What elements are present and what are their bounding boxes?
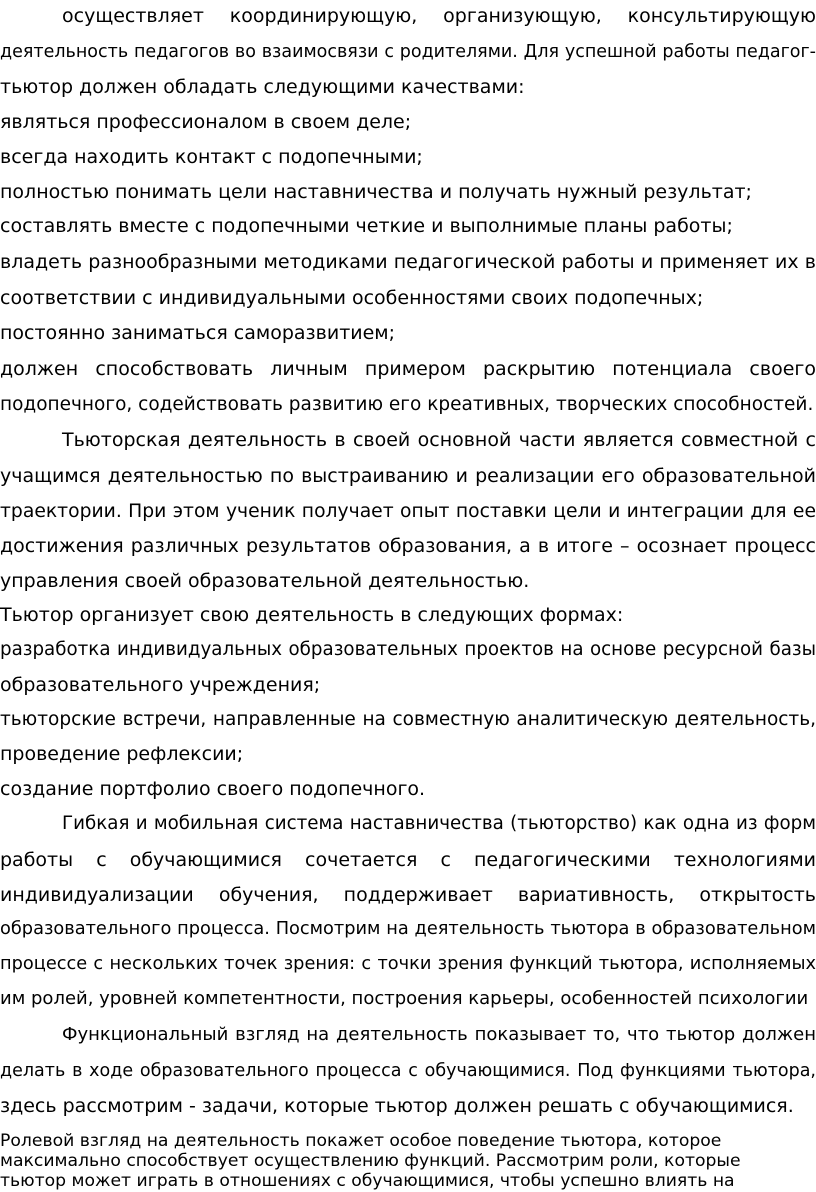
- text-line: тьютор может играть в отношениях с обучающимися, чтобы успешно влиять на: [0, 1171, 735, 1191]
- list-item: владеть разнообразными методиками педагогической работы и применяет их в: [0, 251, 816, 273]
- list-item: постоянно заниматься саморазвитием;: [0, 322, 396, 344]
- paragraph-start: Функциональный взгляд на деятельность показывает то, что тьютор должен: [62, 1024, 816, 1045]
- text-line: им ролей, уровней компетентности, построения карьеры, особенностей психологии: [0, 988, 809, 1009]
- text-line: процессе с нескольких точек зрения: с точки зрения функций тьютора, исполняемых: [0, 954, 816, 974]
- text-line: осуществляет координирующую, организующую, консультирующую: [62, 5, 816, 27]
- text-line: учащимся деятельностью по выстраиванию и реализации его образовательной: [0, 465, 816, 487]
- text-line: индивидуализации обучения, поддерживает вариативность, открытость: [0, 884, 816, 906]
- text-line: работы с обучающимися сочетается с педагогическими технологиями: [0, 849, 816, 871]
- text-line: образовательного учреждения;: [0, 674, 321, 696]
- paragraph-start: Гибкая и мобильная система наставничества (тьюторство) как одна из форм: [62, 813, 816, 834]
- list-item: составлять вместе с подопечными четкие и выполнимые планы работы;: [0, 215, 733, 237]
- text-line: деятельность педагогов во взаимосвязи с родителями. Для успешной работы педагог-: [0, 42, 816, 62]
- text-line: управления своей образовательной деятельностью.: [0, 570, 530, 592]
- text-line: подопечного, содействовать развитию его креативных, творческих способностей.: [0, 394, 814, 415]
- text-line: проведение рефлексии;: [0, 743, 244, 765]
- text-line: здесь рассмотрим - задачи, которые тьютор должен решать с обучающимися.: [0, 1095, 794, 1117]
- list-item: тьюторские встречи, направленные на совместную аналитическую деятельность,: [0, 709, 816, 730]
- list-item: полностью понимать цели наставничества и получать нужный результат;: [0, 181, 752, 203]
- list-item: разработка индивидуальных образовательных проектов на основе ресурсной базы: [0, 639, 816, 660]
- list-item: должен способствовать личным примером раскрытию потенциала своего: [0, 358, 816, 380]
- list-item: являться профессионалом в своем деле;: [0, 111, 412, 133]
- text-line: соответствии с индивидуальными особенностями своих подопечных;: [0, 287, 704, 309]
- paragraph-start: Тьюторская деятельность в своей основной части является совместной с: [62, 429, 816, 451]
- text-line: образовательного процесса. Посмотрим на деятельность тьютора в образовательном: [0, 919, 816, 939]
- list-item: всегда находить контакт с подопечными;: [0, 146, 423, 168]
- text-line: траектории. При этом ученик получает опыт поставки цели и интеграции для ее: [0, 501, 816, 522]
- text-line: максимально способствует осуществлению функций. Рассмотрим роли, которые: [0, 1151, 741, 1171]
- text-line: Ролевой взгляд на деятельность покажет особое поведение тьютора, которое: [0, 1131, 722, 1151]
- text-line: достижения различных результатов образования, а в итоге – осознает процесс: [0, 535, 816, 557]
- list-item: создание портфолио своего подопечного.: [0, 778, 426, 800]
- text-line: Тьютор организует свою деятельность в следующих формах:: [0, 604, 624, 626]
- text-line: делать в ходе образовательного процесса с обучающимися. Под функциями тьютора,: [0, 1061, 816, 1081]
- text-line: тьютор должен обладать следующими качествами:: [0, 76, 525, 98]
